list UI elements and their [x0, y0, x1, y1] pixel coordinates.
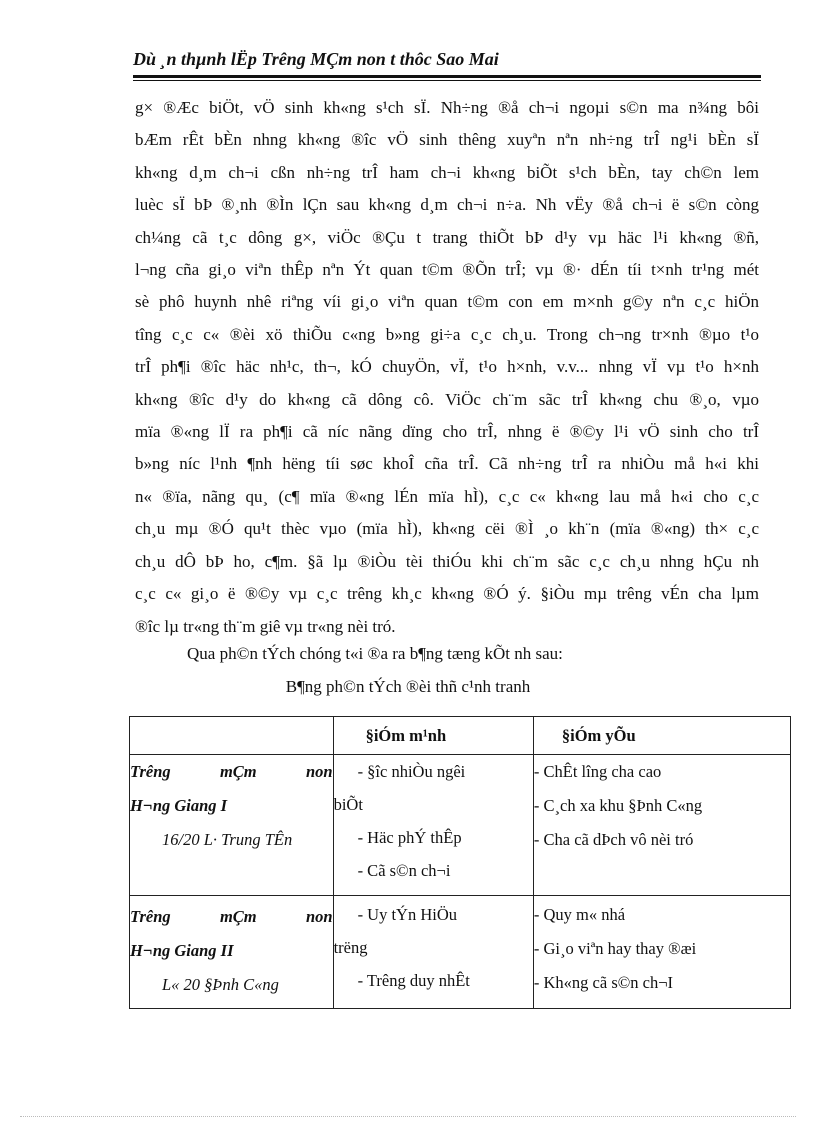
strength-item: biÕt [333, 795, 363, 814]
strength-item: - Uy tÝn HiÖu [357, 905, 458, 924]
competitor-analysis-table [129, 716, 791, 1009]
strength-item: - Trêng duy nhÊt [357, 971, 470, 990]
paragraph-line: ch¸u dÔ bÞ ho, c¶m. §ã lµ ®iÒu tèi thiÓu khi ch¨m sãc c¸c ch¸u nhng hÇu nh [135, 551, 759, 571]
strength-item: - §îc nhiÒu ngêi [357, 762, 466, 781]
weakness-item: - Quy m« nhá [533, 905, 626, 924]
strengths-cell [333, 896, 533, 1009]
paragraph-line: c¸c c« gi¸o ë ®©y vµ c¸c trêng kh¸c kh«ng ®Ó ý. §iÒu mµ trêng vÉn cha lµm [135, 584, 759, 604]
paragraph-line: bÆm rÊt bÈn nhng kh«ng ®îc vÖ sinh thêng xuyªn nªn nh÷ng trÎ ng¹i bÈn sÏ [135, 130, 759, 150]
paragraph-line: b»ng níc l¹nh ¶nh hëng tíi søc khoÎ cña trÎ. Cã nh÷ng trÎ ra nhiÒu må h«i khi [135, 454, 759, 474]
paragraph-line: sè phô huynh nhê riªng víi gi¸o viªn quan t©m con em m×nh g©y nªn c¸c hiÖn [135, 292, 759, 312]
competitor-address: 16/20 L· Trung TÊn [162, 830, 293, 849]
weaknesses-cell [533, 755, 790, 896]
table-row [130, 896, 791, 1009]
header-cell-strengths [333, 717, 533, 755]
paragraph-line: ®îc lµ tr«ng th¨m giê vµ tr«ng nèi tró. [135, 616, 396, 636]
weaknesses-cell [533, 896, 790, 1009]
weakness-item: - Gi¸o viªn hay thay ®æi [533, 939, 697, 958]
weakness-item: - ChÊt lîng cha cao [533, 762, 662, 781]
weakness-item: - Kh«ng cã s©n ch¬I [533, 973, 674, 992]
competitor-name-line1: Trêng mÇm non [130, 762, 333, 781]
summary-sentence: Qua ph©n tÝch chóng t«i ®a ra b¶ng tæng kÕt nh sau: [187, 644, 563, 663]
header-rule-thick [133, 75, 761, 78]
competitor-cell [130, 755, 334, 896]
competitor-name-line1: Trêng mÇm non [130, 907, 333, 926]
header-rule-thin [133, 80, 761, 81]
competitor-name-line2: H¬ng Giang II [130, 941, 234, 960]
page-bottom-divider [20, 1116, 796, 1117]
paragraph-line: l¬ng cña gi¸o viªn thÊp nªn Ýt quan t©m ®Õn trÎ; vµ ®· dÉn tíi t×nh tr¹ng mét [135, 260, 759, 280]
paragraph-line: mïa ®«ng lÏ ra ph¶i cã níc nãng dïng cho trÎ, nhng ë ®©y l¹i vÖ sinh cho trÎ [135, 422, 759, 442]
body-paragraph [135, 92, 759, 643]
weakness-item: - Cha cã dÞch vô nèi tró [533, 830, 694, 849]
header-cell-weaknesses [533, 717, 790, 755]
competitor-address: L« 20 §Þnh C«ng [162, 975, 279, 994]
document-header-title: Dù ¸n thµnh lËp Trêng MÇm non t thôc Sao Mai [133, 49, 499, 69]
strength-item: - Cã s©n ch¬i [357, 861, 451, 880]
table-header-row [130, 717, 791, 755]
strengths-heading: §iÓm m¹nh [365, 725, 447, 745]
paragraph-line: g× ®Æc biÖt, vÖ sinh kh«ng s¹ch sÏ. Nh÷ng ®å ch¬i ngoµi s©n ma n¾ng bôi [135, 98, 759, 117]
table-row [130, 755, 791, 896]
strength-item: - Häc phÝ thÊp [357, 828, 462, 847]
header-cell-empty [130, 717, 334, 755]
table-caption: B¶ng ph©n tÝch ®èi thñ c¹nh tranh [285, 677, 531, 696]
strengths-cell [333, 755, 533, 896]
paragraph-line: trÎ ph¶i ®îc häc nh¹c, th¬, kÓ chuyÖn, vÏ, t¹o h×nh, v.v... nhng vÏ vµ t¹o h×nh [135, 357, 759, 377]
paragraph-line: luèc sÏ bÞ ®¸nh ®Ìn lÇn sau kh«ng d¸m ch¬i n÷a. Nh vËy ®å ch¬i ë s©n còng [135, 195, 759, 215]
competitor-cell [130, 896, 334, 1009]
paragraph-line: n« ®ïa, nãng qu¸ (c¶ mïa ®«ng lÉn mïa hÌ), c¸c c« kh«ng lau må h«i cho c¸c [135, 486, 759, 506]
competitor-name-line2: H¬ng Giang I [130, 796, 228, 815]
strength-item: trëng [333, 938, 368, 957]
paragraph-line: kh«ng d¸m ch¬i cßn nh÷ng trÎ ham ch¬i kh«ng biÕt s¹ch bÈn, tay ch©n lem [135, 162, 759, 182]
paragraph-line: tîng c¸c c« ®èi xö thiÕu c«ng b»ng gi÷a c¸c ch¸u. Trong ch¬ng tr×nh ®µo t¹o [135, 324, 759, 344]
paragraph-line: ch¼ng cã t¸c dông g×, viÖc ®Çu t trang thiÕt bÞ d¹y vµ häc l¹i kh«ng ®ñ, [135, 227, 759, 247]
weaknesses-heading: §iÓm yÕu [561, 725, 636, 745]
weakness-item: - C¸ch xa khu §Þnh C«ng [533, 796, 703, 815]
paragraph-line: kh«ng ®îc d¹y do kh«ng cã dông cô. ViÖc ch¨m sãc trÎ kh«ng chu ®¸o, vµo [135, 389, 759, 409]
paragraph-line: ch¸u mµ ®Ó qu¹t thèc vµo (mïa hÌ), kh«ng cëi ®Ì ¸o kh¨n (mïa ®«ng) th× c¸c [135, 519, 759, 539]
